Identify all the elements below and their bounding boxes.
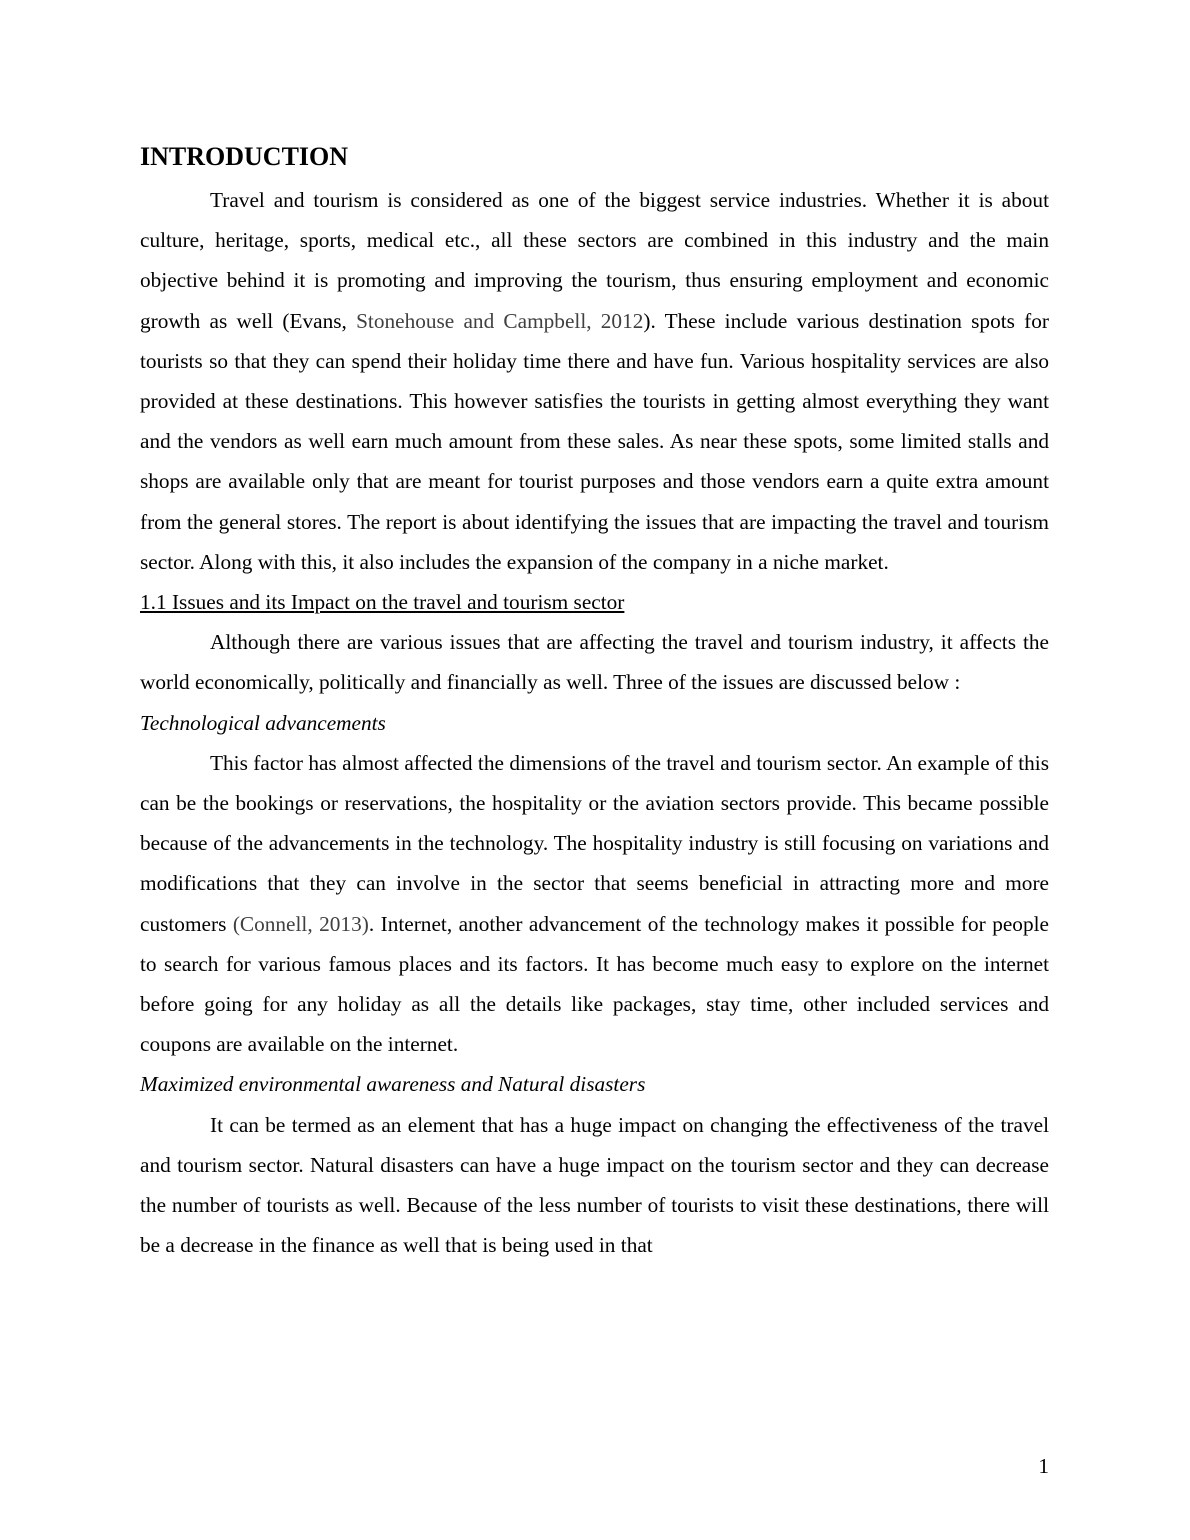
intro-text-part2: ). These include various destination spots for tourists so that they can spend their holiday time there and have fun. Various hospitality services are also provided at these destinations. This however satisfies the tourists in getting almost everything they want and the vendors as well earn much amount from these sales. As near these spots, some limited stalls and shops are available only that are meant for tourist purposes and those vendors earn a quite extra amount from the general stores. The report is about identifying the issues that are impacting the travel and tourism sector. Along with this, it also includes the expansion of the company in a niche market. xyxy=(140,308,1049,574)
environmental-paragraph: It can be termed as an element that has a huge impact on changing the effectiveness of the travel and tourism sector. Natural disasters can have a huge impact on the tourism sector and they can decrease the number of tourists as well. Because of the less number of tourists to visit these destinations, there will be a decrease in the finance as well that is being used in that xyxy=(140,1112,1049,1258)
section-1-1-heading: 1.1 Issues and its Impact on the travel and tourism sector xyxy=(140,590,625,615)
section-1-1-paragraph: Although there are various issues that are affecting the travel and tourism industry, it affects the world economically, politically and financially as well. Three of the issues are discussed below : xyxy=(140,630,1049,695)
technological-heading: Technological advancements xyxy=(140,710,386,735)
technological-text-part1: This factor has almost affected the dimensions of the travel and tourism sector. An example of this can be the bookings or reservations, the hospitality or the aviation sectors provide. This became possible because of the advancements in the technology. The hospitality industry is still focusing on variations and modifications that they can involve in the sector that seems beneficial in attracting more and more customers xyxy=(140,750,1049,936)
technological-citation: (Connell, 2013) xyxy=(232,911,369,936)
technological-paragraph xyxy=(140,743,1049,1065)
page-content xyxy=(140,140,1049,1265)
intro-paragraph xyxy=(140,180,1049,582)
technological-text-part2: . Internet, another advancement of the technology makes it possible for people to search for various famous places and its factors. It has become much easy to explore on the internet before going for any holiday as all the details like packages, stay time, other included services and coupons are available on the internet. xyxy=(140,911,1049,1057)
introduction-heading: INTRODUCTION xyxy=(140,142,349,171)
intro-text-part1: Travel and tourism is considered as one of the biggest service industries. Whether it is about culture, heritage, sports, medical etc., all these sectors are combined in this industry and the main objective behind it is promoting and improving the tourism, thus ensuring employment and economic growth as well (Evans, xyxy=(140,188,1049,333)
intro-citation: Stonehouse and Campbell, 2012 xyxy=(356,308,644,333)
page-number: 1 xyxy=(1038,1454,1049,1478)
environmental-heading: Maximized environmental awareness and Natural disasters xyxy=(140,1072,646,1097)
